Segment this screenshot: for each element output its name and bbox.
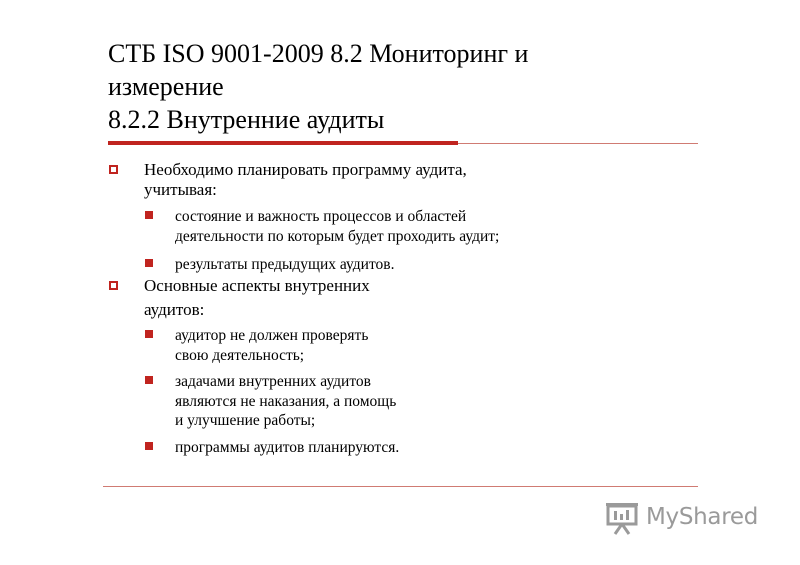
square-bullet-icon [145, 259, 153, 267]
subbullet-text-line: деятельности по которым будет проходить аудит; [175, 228, 500, 245]
square-bullet-icon [145, 330, 153, 338]
bullet-text-line: аудитов: [144, 300, 205, 319]
subbullet-text-line: состояние и важность процессов и областей [175, 208, 467, 225]
title-line-1: СТБ ISO 9001-2009 8.2 Мониторинг и [108, 39, 529, 68]
watermark-text: MyShared [646, 504, 759, 530]
square-bullet-icon [145, 442, 153, 450]
subbullet-text-line: задачами внутренних аудитов [175, 373, 371, 390]
footer-divider [103, 486, 698, 487]
presentation-board-icon [606, 502, 642, 536]
square-bullet-icon [145, 376, 153, 384]
bullet-text-line: учитывая: [144, 180, 217, 199]
subbullet-text-line: и улучшение работы; [175, 412, 316, 429]
subbullet-text-line: программы аудитов планируются. [175, 439, 400, 456]
subbullet-text-line: аудитор не должен проверять [175, 327, 369, 344]
subbullet-text-line: свою деятельность; [175, 347, 305, 364]
bullet-text-line: Основные аспекты внутренних [144, 276, 370, 295]
subbullet-text-line: результаты предыдущих аудитов. [175, 256, 395, 273]
hollow-square-bullet-icon [109, 281, 118, 290]
watermark-logo [606, 502, 766, 538]
subbullet-text-line: являются не наказания, а помощь [175, 393, 397, 410]
title-line-3: 8.2.2 Внутренние аудиты [108, 105, 385, 134]
title-line-2: измерение [108, 72, 224, 101]
bullet-text-line: Необходимо планировать программу аудита, [144, 160, 467, 179]
square-bullet-icon [145, 211, 153, 219]
hollow-square-bullet-icon [109, 165, 118, 174]
